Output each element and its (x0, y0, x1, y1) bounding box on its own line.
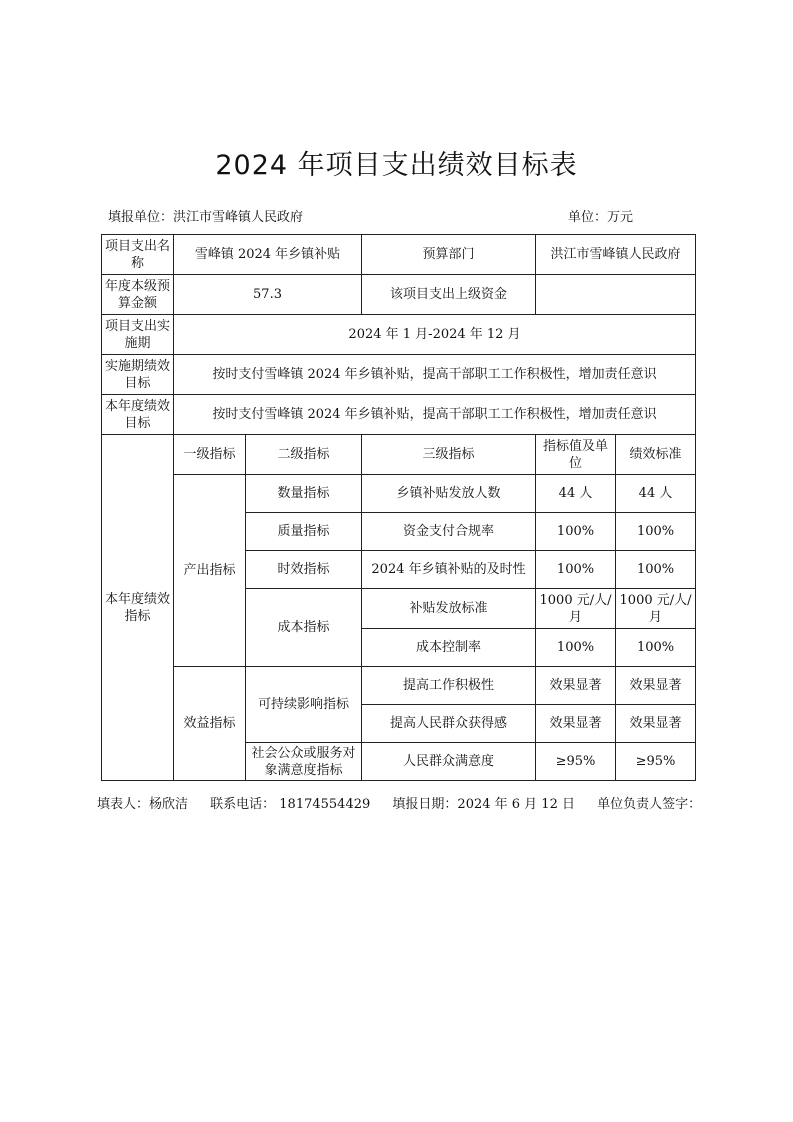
annual-budget-label: 年度本级预算金额 (102, 275, 174, 315)
performance-table (101, 234, 696, 781)
value-cell: 100% (536, 513, 616, 551)
value-cell: 效果显著 (536, 667, 616, 705)
satisfaction-label: 社会公众或服务对象满意度指标 (246, 743, 362, 781)
level3-cell: 资金支付合规率 (362, 513, 536, 551)
standard-cell: 100% (616, 629, 696, 667)
cost-label: 成本指标 (246, 589, 362, 667)
table-row (102, 355, 696, 395)
col-level3: 三级指标 (362, 435, 536, 475)
period-goal: 按时支付雪峰镇 2024 年乡镇补贴，提高干部职工工作积极性，增加责任意识 (174, 355, 696, 395)
filler: 填表人：杨欣洁 (97, 797, 189, 812)
table-row (102, 475, 696, 513)
level3-cell: 补贴发放标准 (362, 589, 536, 629)
level3-cell: 乡镇补贴发放人数 (362, 475, 536, 513)
col-standard: 绩效标准 (616, 435, 696, 475)
period: 2024 年 1 月-2024 年 12 月 (174, 315, 696, 355)
budget-dept-label: 预算部门 (362, 235, 536, 275)
signature: 单位负责人签字： (597, 797, 702, 812)
annual-goal: 按时支付雪峰镇 2024 年乡镇补贴，提高干部职工工作积极性，增加责任意识 (174, 395, 696, 435)
contact-phone: 联系电话： 18174554429 (210, 797, 371, 812)
superior-funds (536, 275, 696, 315)
col-level2: 二级指标 (246, 435, 362, 475)
budget-dept: 洪江市雪峰镇人民政府 (536, 235, 696, 275)
value-cell: 100% (536, 629, 616, 667)
annual-goal-label: 本年度绩效目标 (102, 395, 174, 435)
page-title: 2024 年项目支出绩效目标表 (215, 150, 578, 181)
level3-cell: 成本控制率 (362, 629, 536, 667)
value-cell: 100% (536, 551, 616, 589)
output-label: 产出指标 (174, 475, 246, 667)
standard-cell: 44 人 (616, 475, 696, 513)
benefit-label: 效益指标 (174, 667, 246, 781)
table-header-row (102, 435, 696, 475)
standard-cell: ≥95% (616, 743, 696, 781)
indicators-label: 本年度绩效指标 (102, 435, 174, 781)
table-row (102, 315, 696, 355)
standard-cell: 效果显著 (616, 705, 696, 743)
timeliness-label: 时效指标 (246, 551, 362, 589)
filling-unit: 填报单位：洪江市雪峰镇人民政府 (108, 210, 304, 225)
table-row (102, 275, 696, 315)
level3-cell: 提高工作积极性 (362, 667, 536, 705)
standard-cell: 100% (616, 551, 696, 589)
value-cell: 效果显著 (536, 705, 616, 743)
value-cell: 44 人 (536, 475, 616, 513)
project-name: 雪峰镇 2024 年乡镇补贴 (174, 235, 362, 275)
project-name-label: 项目支出名称 (102, 235, 174, 275)
col-value: 指标值及单位 (536, 435, 616, 475)
col-level1: 一级指标 (174, 435, 246, 475)
table-row (102, 667, 696, 705)
footer (97, 793, 719, 812)
period-label: 项目支出实施期 (102, 315, 174, 355)
fill-date: 填报日期：2024 年 6 月 12 日 (392, 797, 575, 812)
standard-cell: 1000 元/人/月 (616, 589, 696, 629)
standard-cell: 效果显著 (616, 667, 696, 705)
value-cell: 1000 元/人/月 (536, 589, 616, 629)
quality-label: 质量指标 (246, 513, 362, 551)
annual-budget: 57.3 (174, 275, 362, 315)
value-cell: ≥95% (536, 743, 616, 781)
currency-unit: 单位：万元 (568, 210, 634, 225)
table-row (102, 235, 696, 275)
standard-cell: 100% (616, 513, 696, 551)
quantity-label: 数量指标 (246, 475, 362, 513)
superior-funds-label: 该项目支出上级资金 (362, 275, 536, 315)
level3-cell: 2024 年乡镇补贴的及时性 (362, 551, 536, 589)
level3-cell: 提高人民群众获得感 (362, 705, 536, 743)
sustain-label: 可持续影响指标 (246, 667, 362, 743)
period-goal-label: 实施期绩效目标 (102, 355, 174, 395)
level3-cell: 人民群众满意度 (362, 743, 536, 781)
table-row (102, 395, 696, 435)
